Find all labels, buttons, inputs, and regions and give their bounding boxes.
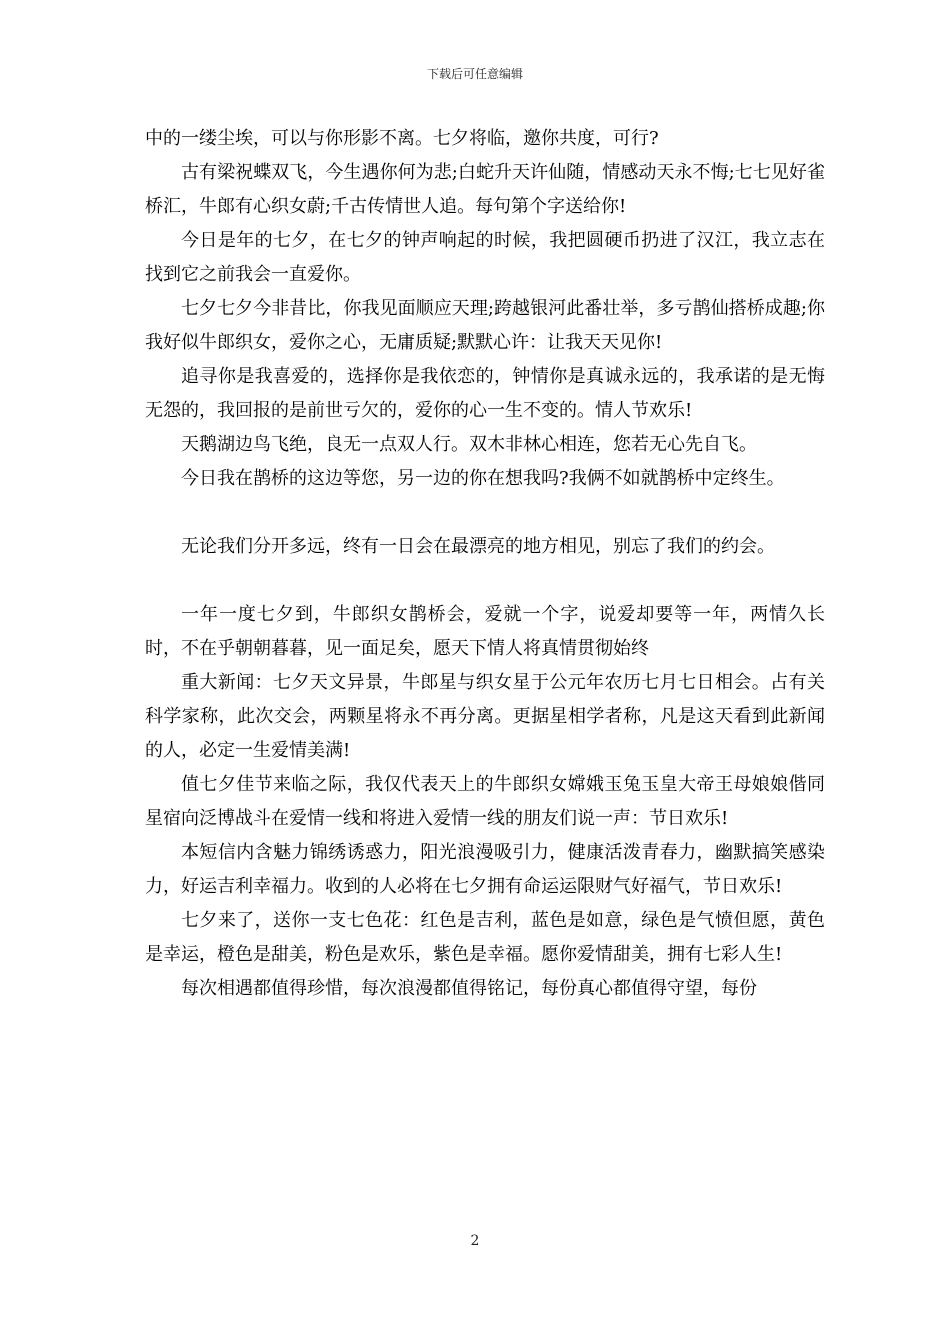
paragraph: 天鹅湖边鸟飞绝，良无一点双人行。双木非林心相连，您若无心先自飞。: [181, 434, 757, 455]
paragraph: 追寻你是我喜爱的，选择你是我依恋的，钟情你是真诚永远的，我承诺的是无悔无怨的，我回报的是前世亏欠的，爱你的心一生不变的。情人节欢乐!: [145, 366, 825, 421]
paragraph: 古有梁祝蝶双飞，今生遇你何为悲;白蛇升天许仙随，情感动天永不悔;七七见好雀桥汇，牛郎有心织女蔚;千古传情世人追。每句第个字送给你!: [145, 162, 825, 217]
paragraph: 重大新闻：七夕天文异景，牛郎星与织女星于公元年农历七月七日相会。占有关科学家称，此次交会，两颗星将永不再分离。更据星相学者称，凡是这天看到此新闻的人，必定一生爱情美满!: [145, 672, 825, 761]
paragraph: 七夕七夕今非昔比，你我见面顺应天理;跨越银河此番壮举，多亏鹊仙搭桥成趣;你我好似牛郎织女，爱你之心，无庸质疑;默默心许：让我天天见你!: [145, 298, 825, 353]
blank-line: [145, 564, 825, 598]
paragraph: 今日是年的七夕，在七夕的钟声响起的时候，我把圆硬币扔进了汉江，我立志在找到它之前我会一直爱你。: [145, 230, 825, 285]
paragraph: 值七夕佳节来临之际，我仅代表天上的牛郎织女嫦娥玉兔玉皇大帝王母娘娘偕同星宿向泛博战斗在爱情一线和将进入爱情一线的朋友们说一声：节日欢乐!: [145, 774, 825, 829]
paragraph: 每次相遇都值得珍惜，每次浪漫都值得铭记，每份真心都值得守望，每份: [181, 978, 757, 999]
page-number: 2: [470, 1233, 480, 1249]
paragraph: 一年一度七夕到，牛郎织女鹊桥会，爱就一个字，说爱却要等一年，两情久长时，不在乎朝朝暮暮，见一面足矣，愿天下情人将真情贯彻始终: [145, 604, 825, 659]
document-body: [145, 122, 825, 1006]
paragraph: 七夕来了，送你一支七色花：红色是吉利，蓝色是如意，绿色是气愤但愿，黄色是幸运，橙色是甜美，粉色是欢乐，紫色是幸福。愿你爱情甜美，拥有七彩人生!: [145, 910, 825, 965]
page-header: 下载后可任意编辑: [426, 67, 523, 81]
paragraph: 中的一缕尘埃，可以与你形影不离。七夕将临，邀你共度，可行?: [145, 128, 659, 149]
paragraph: 本短信内含魅力锦绣诱惑力，阳光浪漫吸引力，健康活泼青春力，幽默搞笑感染力，好运吉利幸福力。收到的人必将在七夕拥有命运运限财气好福气，节日欢乐!: [145, 842, 825, 897]
paragraph: 无论我们分开多远，终有一日会在最漂亮的地方相见，别忘了我们的约会。: [181, 536, 775, 557]
paragraph: 今日我在鹊桥的这边等您，另一边的你在想我吗?我俩不如就鹊桥中定终生。: [181, 468, 785, 489]
blank-line: [145, 496, 825, 530]
